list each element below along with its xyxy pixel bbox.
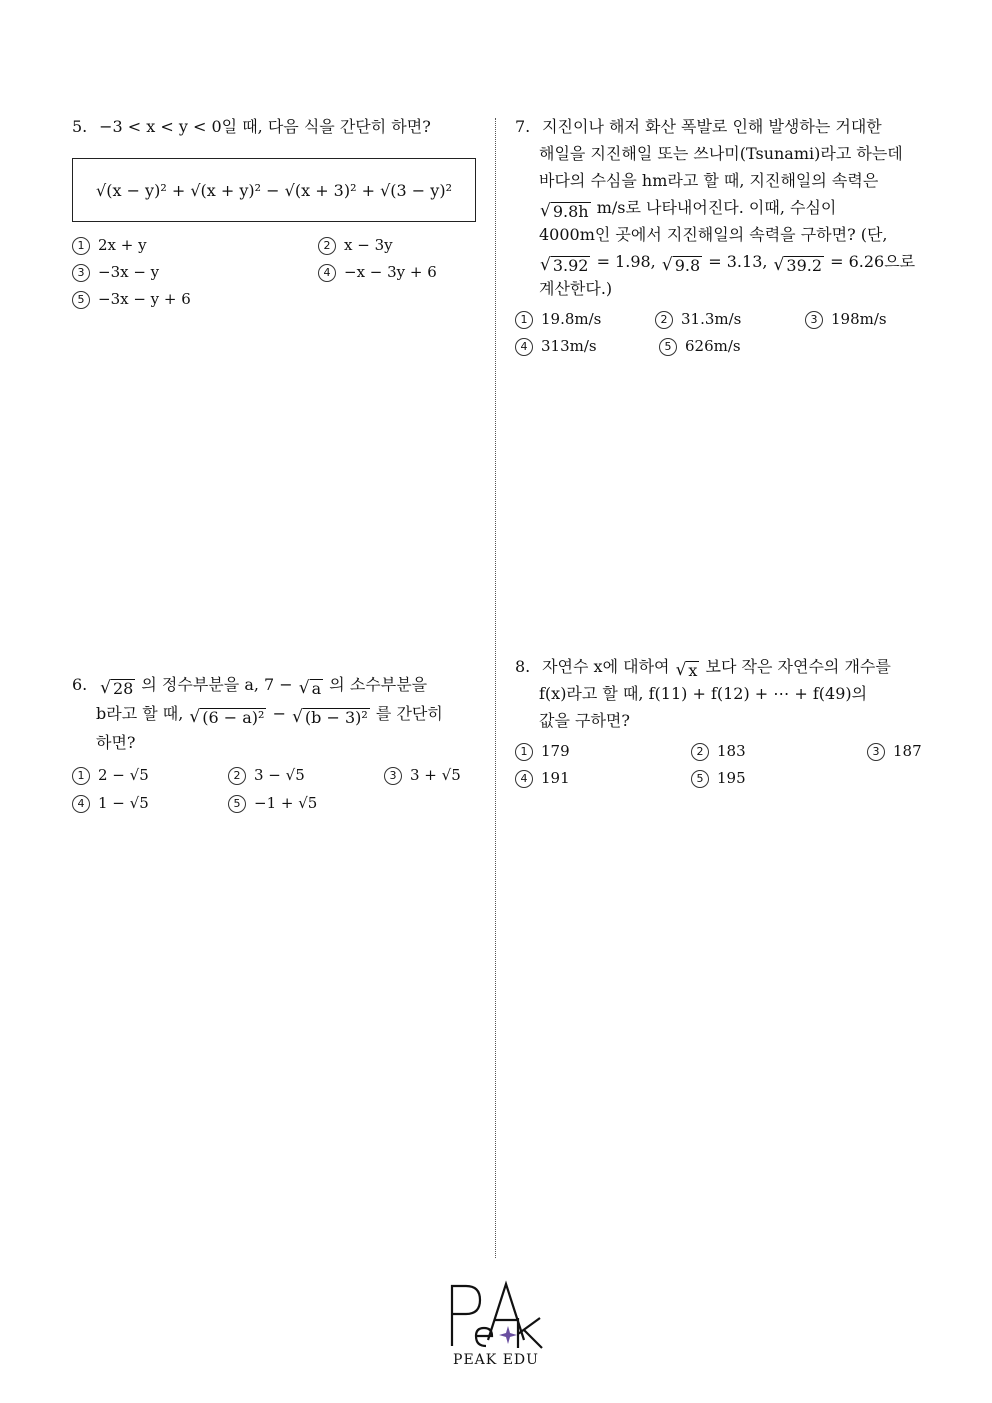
choice-text: 183 xyxy=(717,742,746,760)
choice-text: x − 3y xyxy=(344,236,393,254)
question-text: 보다 작은 자연수의 개수를 xyxy=(705,657,891,676)
sqrt-expr-1: √ (6 − a)² xyxy=(189,707,265,727)
choice-3[interactable] xyxy=(867,738,922,765)
question-8-line-2: f(x)라고 할 때, f(11) + f(12) + ⋯ + f(49)의 xyxy=(539,684,868,703)
choice-1[interactable] xyxy=(515,306,601,333)
choice-mark: 3 xyxy=(72,264,90,282)
choice-mark: 2 xyxy=(655,311,673,329)
sqrt-x: √ x xyxy=(675,660,698,680)
question-text: = 3.13, xyxy=(708,252,768,271)
expression: √(x − y)² + √(x + y)² − √(x + 3)² + √(3 − y)² xyxy=(96,180,452,200)
choice-mark: 3 xyxy=(384,767,402,785)
question-number: 8. xyxy=(515,657,531,676)
question-text: = 1.98, xyxy=(596,252,656,271)
choice-text: −x − 3y + 6 xyxy=(344,263,437,281)
question-7-line-1 xyxy=(515,113,935,140)
choice-2[interactable] xyxy=(318,232,393,259)
choice-2[interactable] xyxy=(691,738,746,765)
answer-choices xyxy=(515,306,935,366)
choice-text: 198m/s xyxy=(831,310,887,328)
choice-text: 3 − √5 xyxy=(254,766,305,784)
choice-2[interactable] xyxy=(228,761,305,790)
choice-1[interactable] xyxy=(72,232,147,259)
question-7-line-6 xyxy=(515,248,935,275)
choice-3[interactable] xyxy=(72,259,159,286)
choice-text: 313m/s xyxy=(541,337,597,355)
answer-choices xyxy=(72,761,482,821)
question-6-line-2: b라고 할 때, √ (6 − a)² − √ (b − 3)² 를 간단히 xyxy=(96,704,443,727)
column-divider xyxy=(495,118,496,1258)
choice-4[interactable] xyxy=(515,333,597,360)
question-8-line-1 xyxy=(515,653,935,680)
choice-text: 2 − √5 xyxy=(98,766,149,784)
choice-mark: 5 xyxy=(72,291,90,309)
expression-box xyxy=(72,158,476,222)
question-7 xyxy=(515,113,935,366)
choice-text: 191 xyxy=(541,769,570,787)
choice-text: −1 + √5 xyxy=(254,794,318,812)
choice-text: 2x + y xyxy=(98,236,147,254)
choice-mark: 3 xyxy=(805,311,823,329)
choice-mark: 2 xyxy=(228,767,246,785)
question-5 xyxy=(72,113,482,322)
question-text: 자연수 x에 대하여 xyxy=(542,657,670,676)
question-7-line-4 xyxy=(515,194,935,221)
answer-choices xyxy=(72,232,482,322)
choice-mark: 4 xyxy=(515,338,533,356)
choice-mark: 4 xyxy=(72,795,90,813)
choice-mark: 1 xyxy=(515,743,533,761)
choice-mark: 5 xyxy=(691,770,709,788)
choice-text: 195 xyxy=(717,769,746,787)
question-text: = 6.26으로 xyxy=(830,252,916,271)
question-6-line-1 xyxy=(72,670,482,699)
question-text: 의 소수부분을 xyxy=(329,675,428,694)
choice-mark: 4 xyxy=(318,264,336,282)
question-text: b라고 할 때, xyxy=(96,704,184,723)
brand-name: PEAK EDU xyxy=(453,1352,539,1368)
question-7-line-2: 해일을 지진해일 또는 쓰나미(Tsunami)라고 하는데 xyxy=(539,144,903,163)
choice-text: 31.3m/s xyxy=(681,310,742,328)
choice-mark: 5 xyxy=(659,338,677,356)
choice-2[interactable] xyxy=(655,306,741,333)
choice-mark: 1 xyxy=(72,767,90,785)
question-8 xyxy=(515,653,935,798)
sqrt-expr-2: √ (b − 3)² xyxy=(292,707,368,727)
choice-3[interactable] xyxy=(805,306,887,333)
question-text: −3 < x < y < 0일 때, 다음 식을 간단히 하면? xyxy=(99,117,431,136)
question-6-line-3: 하면? xyxy=(96,733,136,752)
choice-mark: 5 xyxy=(228,795,246,813)
sqrt-28: √ 28 xyxy=(100,678,134,698)
choice-4[interactable] xyxy=(318,259,437,286)
sqrt-a: √ a xyxy=(298,678,322,698)
question-text: 의 정수부분을 xyxy=(141,675,240,694)
choice-text: 1 − √5 xyxy=(98,794,149,812)
answer-choices xyxy=(515,738,935,798)
sqrt-9-8: √ 9.8 xyxy=(661,255,701,275)
question-text: m/s로 나타내어진다. 이때, 수심이 xyxy=(596,198,837,217)
choice-mark: 2 xyxy=(691,743,709,761)
question-5-stem xyxy=(72,113,482,140)
choice-1[interactable] xyxy=(515,738,570,765)
question-7-line-5: 4000m인 곳에서 지진해일의 속력을 구하면? (단, xyxy=(539,225,888,244)
choice-text: 626m/s xyxy=(685,337,741,355)
choice-text: −3x − y + 6 xyxy=(98,290,191,308)
question-text: a, 7 − xyxy=(244,675,293,694)
question-7-line-7: 계산한다.) xyxy=(539,279,613,298)
star-icon xyxy=(499,1326,517,1344)
choice-1[interactable] xyxy=(72,761,149,790)
question-text: 지진이나 해저 화산 폭발로 인해 발생하는 거대한 xyxy=(542,117,882,136)
choice-mark: 3 xyxy=(867,743,885,761)
sqrt-39-2: √ 39.2 xyxy=(773,255,823,275)
choice-text: 19.8m/s xyxy=(541,310,602,328)
choice-3[interactable] xyxy=(384,761,461,790)
choice-mark: 4 xyxy=(515,770,533,788)
choice-5[interactable] xyxy=(228,789,317,818)
question-text: 를 간단히 xyxy=(375,704,443,723)
choice-text: 3 + √5 xyxy=(410,766,461,784)
question-number: 6. xyxy=(72,675,88,694)
choice-4[interactable] xyxy=(515,765,570,792)
sqrt-9-8h: √ 9.8h xyxy=(540,201,589,221)
choice-mark: 1 xyxy=(515,311,533,329)
question-number: 5. xyxy=(72,117,88,136)
question-6 xyxy=(72,670,482,821)
choice-5[interactable] xyxy=(659,333,741,360)
question-7-line-3: 바다의 수심을 hm라고 할 때, 지진해일의 속력은 xyxy=(539,171,879,190)
choice-4[interactable] xyxy=(72,789,149,818)
choice-mark: 2 xyxy=(318,237,336,255)
choice-text: −3x − y xyxy=(98,263,160,281)
sqrt-3-92: √ 3.92 xyxy=(540,255,589,275)
question-8-line-3: 값을 구하면? xyxy=(539,711,630,730)
choice-5[interactable] xyxy=(691,765,746,792)
choice-text: 179 xyxy=(541,742,570,760)
choice-mark: 1 xyxy=(72,237,90,255)
question-number: 7. xyxy=(515,117,531,136)
choice-text: 187 xyxy=(893,742,922,760)
choice-5[interactable] xyxy=(72,286,191,313)
